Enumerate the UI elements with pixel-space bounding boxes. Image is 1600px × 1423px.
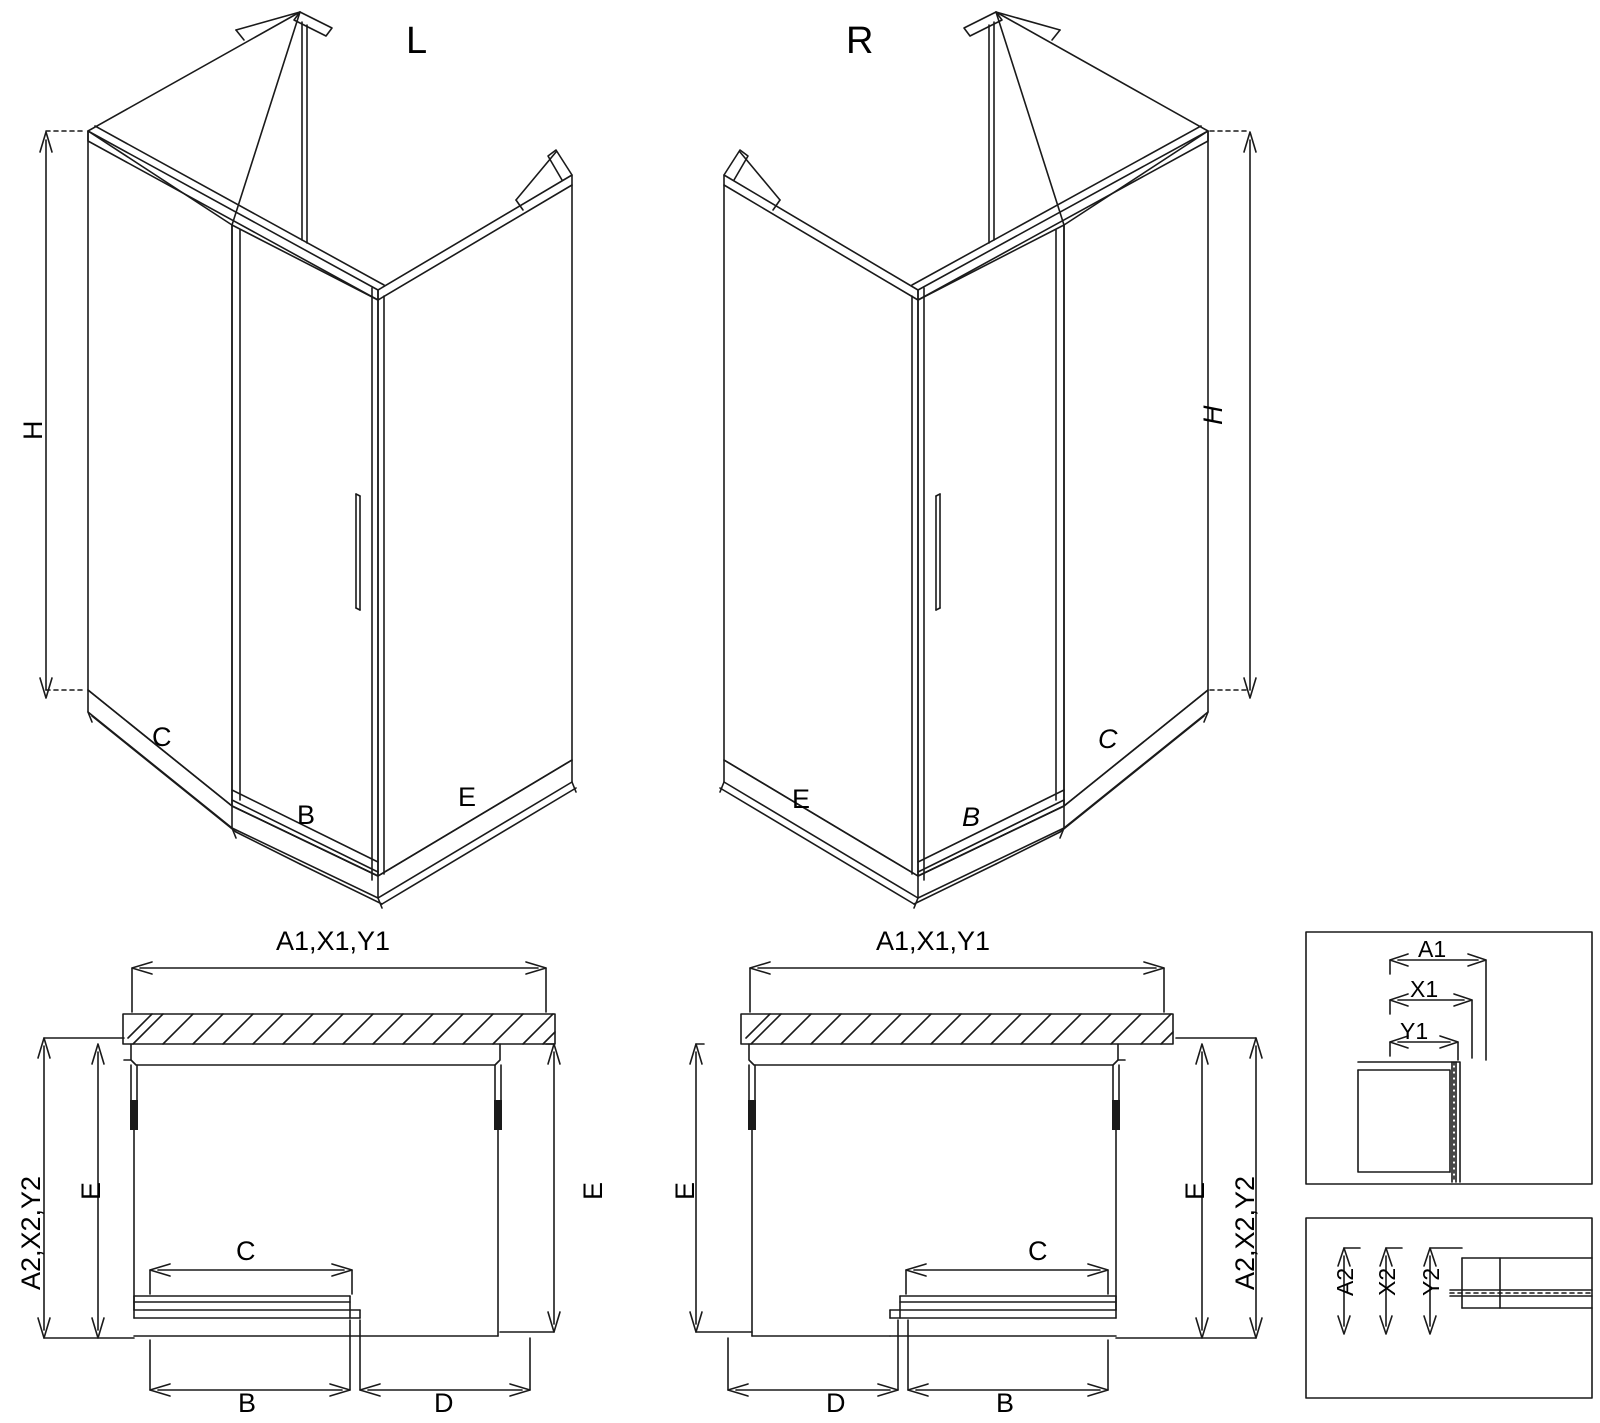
plan-right-dim-label-d: D [826,1388,846,1418]
iso-left-dim-label-b: B [297,800,316,830]
iso-left-view-label: L [406,20,428,62]
plan-right-dim-label-c: C [1028,1236,1048,1266]
plan-left-dim-label-a2x2y2: A2,X2,Y2 [16,1175,46,1290]
detail-top [1306,932,1592,1184]
iso-right-dim-label-h: H [1198,405,1228,425]
iso-right-view-label: R [846,20,874,62]
iso-left-geometry [88,12,572,898]
detail-bottom-dim-label-y2: Y2 [1418,1267,1444,1296]
iso-right-dim-label-e: E [792,784,811,814]
plan-left-geometry [123,1014,555,1336]
plan-right-dims [690,962,1262,1396]
detail-bottom [1306,1218,1592,1398]
detail-top-dim-label-a1: A1 [1418,936,1447,962]
plan-right-dim-label-e-inner: E [1180,1181,1210,1200]
plan-left-dim-label-e-inner: E [76,1181,106,1200]
plan-left-dim-label-e-outer: E [578,1181,608,1200]
plan-right-dim-label-a2x2y2: A2,X2,Y2 [1230,1175,1260,1290]
plan-right-dim-label-b: B [996,1388,1015,1418]
plan-left-dim-label-c: C [236,1236,256,1266]
detail-top-dim-label-y1: Y1 [1400,1018,1429,1044]
iso-left-dim-label-e: E [458,782,477,812]
detail-top-dim-label-x1: X1 [1410,976,1439,1002]
iso-right-dim-label-b: B [962,802,981,832]
plan-right-dim-label-e-outer: E [670,1181,700,1200]
plan-left-dim-label-a1x1y1: A1,X1,Y1 [276,926,391,956]
iso-left-dim-label-h: H [18,420,48,440]
detail-bottom-dim-label-x2: X2 [1374,1267,1400,1296]
iso-left-dim-label-c: C [152,722,172,752]
iso-right-geometry [724,12,1208,898]
detail-bottom-dim-label-a2: A2 [1332,1267,1358,1296]
plan-right-dim-label-a1x1y1: A1,X1,Y1 [876,926,991,956]
plan-left-dim-label-d: D [434,1388,454,1418]
iso-right-dim-label-c: C [1098,724,1118,754]
plan-left-dim-label-b: B [238,1388,257,1418]
iso-left-dim-H [40,131,86,698]
